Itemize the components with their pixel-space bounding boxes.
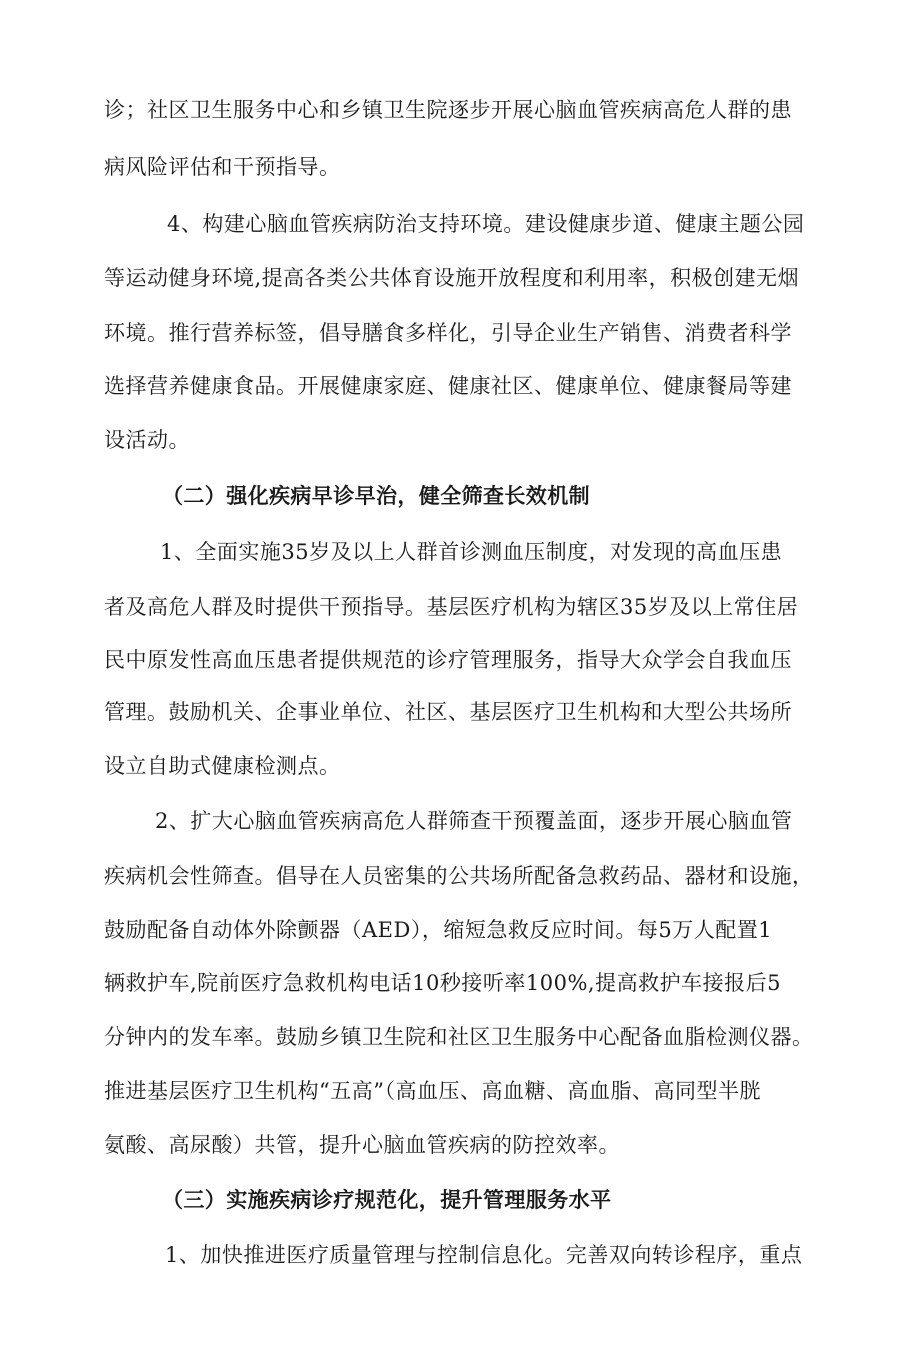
- text-line: 等运动健身环境,提高各类公共体育设施开放程度和利用率，积极创建无烟: [104, 266, 800, 290]
- section-heading: （二）强化疾病早诊早治，健全筛查长效机制: [162, 484, 590, 508]
- text-line: 推进基层医疗卫生机构“五高”（高血压、高血糖、高血脂、高同型半胱: [104, 1079, 761, 1103]
- text-line: 鼓励配备自动体外除颤器（AED），缩短急救反应时间。每5万人配置1: [104, 918, 773, 942]
- text-line: 4、构建心脑血管疾病防治支持环境。建设健康步道、健康主题公园: [167, 212, 805, 236]
- text-line: 氨酸、高尿酸）共管，提升心脑血管疾病的防控效率。: [104, 1133, 620, 1157]
- text-line: 管理。鼓励机关、企事业单位、社区、基层医疗卫生机构和大型公共场所: [104, 700, 792, 724]
- text-line: 者及高危人群及时提供干预指导。基层医疗机构为辖区35岁及以上常住居: [104, 595, 799, 619]
- text-line: 设立自助式健康检测点。: [104, 754, 341, 778]
- text-line: 2、扩大心脑血管疾病高危人群筛查干预覆盖面，逐步开展心脑血管: [155, 809, 793, 833]
- text-line: 病风险评估和干预指导。: [104, 155, 341, 179]
- text-line: 疾病机会性筛查。倡导在人员密集的公共场所配备急救药品、器材和设施，: [104, 864, 814, 888]
- text-line: 选择营养健康食品。开展健康家庭、健康社区、健康单位、健康餐局等建: [104, 374, 792, 398]
- text-line: 分钟内的发车率。鼓励乡镇卫生院和社区卫生服务中心配备血脂检测仪器。: [104, 1025, 814, 1049]
- text-line: 民中原发性高血压患者提供规范的诊疗管理服务，指导大众学会自我血压: [104, 648, 792, 672]
- text-line: 设活动。: [104, 428, 190, 452]
- text-line: 1、加快推进医疗质量管理与控制信息化。完善双向转诊程序，重点: [165, 1243, 803, 1267]
- text-line: 环境。推行营养标签，倡导膳食多样化，引导企业生产销售、消费者科学: [104, 321, 792, 345]
- text-line: 1、全面实施35岁及以上人群首诊测血压制度，对发现的高血压患: [160, 540, 783, 564]
- text-line: 诊；社区卫生服务中心和乡镇卫生院逐步开展心脑血管疾病高危人群的患: [104, 98, 792, 122]
- section-heading: （三）实施疾病诊疗规范化，提升管理服务水平: [162, 1188, 612, 1212]
- text-line: 辆救护车,院前医疗急救机构电话10秒接听率100%,提高救护车接报后5: [104, 971, 781, 995]
